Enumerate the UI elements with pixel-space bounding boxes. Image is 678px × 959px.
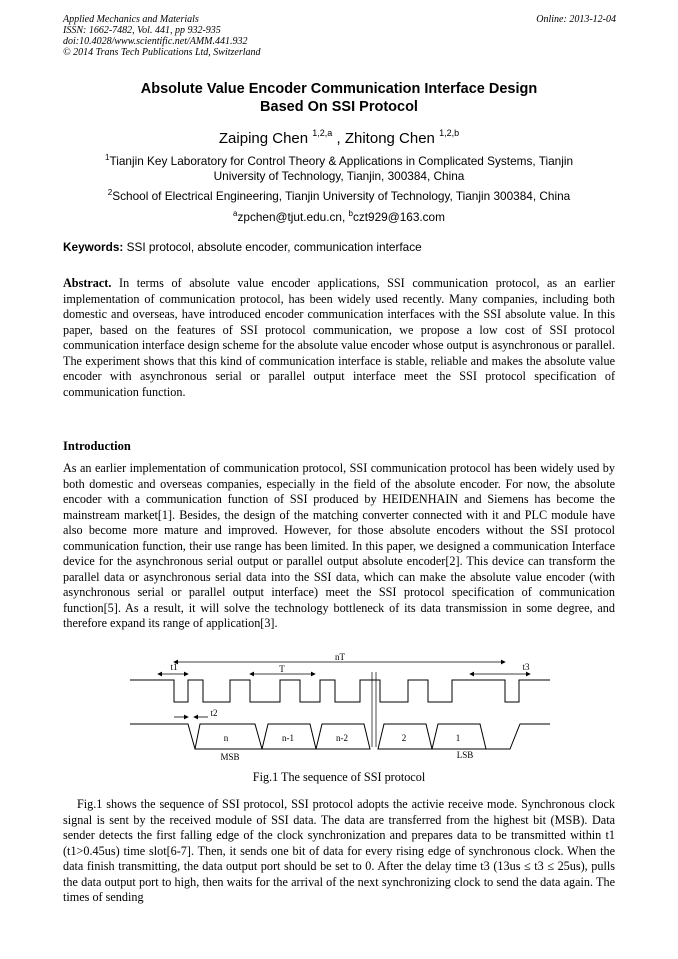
email-b-marker: b: [348, 209, 353, 218]
msb-label: MSB: [220, 752, 240, 762]
affiliation-1-line-1: Tianjin Key Laboratory for Control Theory & Applications in Complicated Systems, Tianjin: [109, 154, 574, 168]
copyright-line: © 2014 Trans Tech Publications Ltd, Switzerland: [63, 47, 261, 58]
body-paragraph: Fig.1 shows the sequence of SSI protocol, SSI protocol adopts the activie receive mode. Synchronous clock signal is sent by the received module of SSI data. The data are transferred from the highest bit (MSB). Data sender detects the first falling edge of the clock synchronization and prepares data to be transmitted within t1 (t1>0.45us) time slot[6-7]. Then, it sends one bit of data for every rising edge of synchronous clock. When the data finish transmitting, the data output port should be set to 0. After the delay time t3 (13us ≤ t3 ≤ 25us), pulls the data output port to high, then waits for the arrival of the next synchronizing clock to send the data again. The times of sending: [63, 797, 615, 904]
affiliation-2-marker: 2: [107, 188, 113, 197]
title-line-1: Absolute Value Encoder Communication Interface Design: [140, 81, 538, 97]
introduction-heading: Introduction: [63, 439, 131, 453]
clock-waveform: [130, 680, 550, 702]
bit-label-1: 1: [455, 733, 461, 743]
t2-label: t2: [210, 708, 218, 718]
author-1-affiliation: 1,2,a: [312, 128, 333, 138]
data-bit-n: [195, 724, 262, 749]
abstract-text: In terms of absolute value encoder applications, SSI communication protocol, as an earlier implementation of communication protocol, has been widely used recently. Many companies, including both domestic and overseas, have introduced encoder communication interfaces with the SSI absolute value. In this paper, based on the features of SSI protocol communication, we propose a low cost of SSI protocol communication interface design scheme for the absolute value encoder whose output is asynchronous or parallel. The experiment shows that this kind of communication interface is stable, reliable and makes the absolute value encoder with asynchronous serial or parallel output interface meet the SSI protocol specification of communication function.: [63, 276, 615, 399]
paper-title: [0, 80, 678, 116]
online-date: Online: 2013-12-04: [536, 14, 616, 25]
bit-label-2: 2: [401, 733, 407, 743]
abstract-label: Abstract.: [63, 276, 112, 290]
affiliation-1: [60, 150, 618, 184]
author-separator: ,: [332, 130, 345, 147]
issn-line: ISSN: 1662-7482, Vol. 441, pp 932-935: [63, 25, 221, 36]
bit-label-n-1: n-1: [282, 733, 294, 743]
author-2-name: Zhitong Chen: [344, 130, 440, 147]
T-label: T: [279, 664, 285, 674]
author-list: [0, 124, 678, 148]
email-a-marker: a: [233, 209, 238, 218]
bit-label-n-2: n-2: [336, 733, 348, 743]
keywords-label: Keywords:: [63, 240, 124, 254]
email-line: [60, 206, 618, 225]
t1-label: t1: [170, 662, 178, 672]
affiliation-2-text: School of Electrical Engineering, Tianjin University of Technology, Tianjin 300384, China: [112, 189, 571, 203]
email-b: czt929@163.com: [352, 210, 445, 224]
email-a: zpchen@tjut.edu.cn,: [237, 210, 349, 224]
introduction-paragraph: As an earlier implementation of communication protocol, SSI communication protocol has been widely used by both domestic and overseas companies, especially in the field of the absolute encoder. For now, the absolute encoder with a communication function of SSI produced by HEIDENHAIN and Siemens has become the mainstream market[1]. Besides, the design of the matching converter connected with it and PLC module have also become more mature and improved. However, for those absolute encoders without the SSI protocol communication function, their use range has been limited. In this paper, we designed a communication Interface device for the asynchronous serial output or parallel output absolute encoder[2]. This device can transform the parallel data or asynchronous serial data into the SSI data, which can make the absolute value encoder (with asynchronous serial or parallel output interface) meet the SSI protocol specification of communication function[5]. As a result, it will solve the technology bottleneck of its data transmission in some degree, and therefore expand its range of application[3].: [63, 461, 615, 630]
data-idle-right: [486, 724, 550, 749]
keywords-text: SSI protocol, absolute encoder, communication interface: [123, 240, 422, 254]
title-line-2: Based On SSI Protocol: [260, 99, 418, 115]
t3-label: t3: [522, 662, 530, 672]
author-1-name: Zaiping Chen: [218, 130, 313, 147]
doi-line: doi:10.4028/www.scientific.net/AMM.441.932: [63, 36, 248, 47]
figure-caption: Fig.1 The sequence of SSI protocol: [252, 770, 426, 784]
lsb-label: LSB: [456, 750, 474, 760]
keywords: [63, 240, 422, 255]
data-idle-left: [130, 724, 195, 749]
journal-header: [63, 14, 261, 58]
ssi-timing-diagram: [130, 652, 550, 764]
author-2-affiliation: 1,2,b: [439, 128, 460, 138]
nT-label: nT: [335, 652, 345, 662]
affiliation-1-marker: 1: [104, 153, 110, 162]
affiliation-1-line-2: University of Technology, Tianjin, 300384, China: [213, 169, 465, 183]
abstract: [63, 276, 615, 400]
affiliation-2: [60, 185, 618, 204]
bit-label-n: n: [223, 733, 229, 743]
journal-name: Applied Mechanics and Materials: [63, 14, 199, 25]
